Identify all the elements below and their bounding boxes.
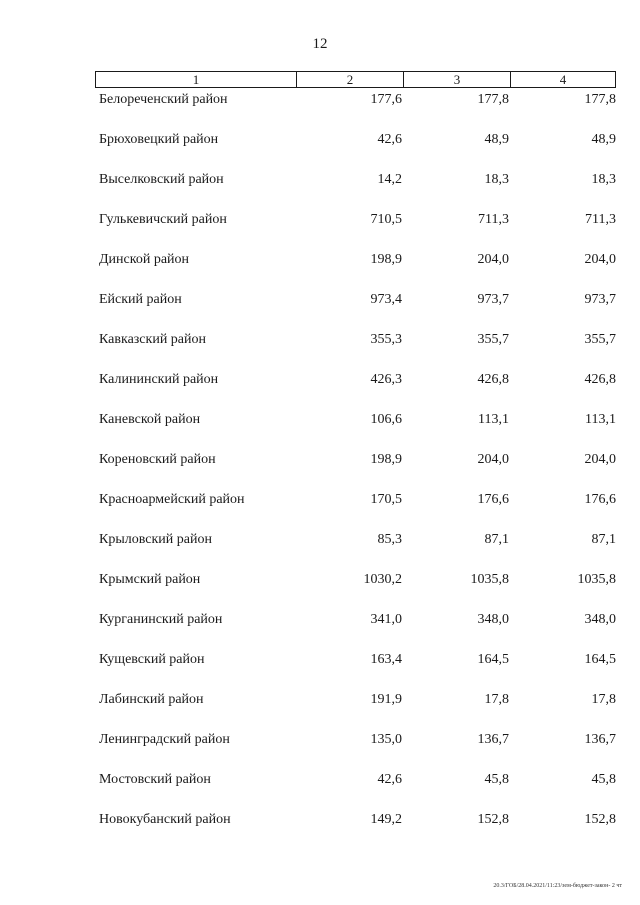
value-col-2: 177,6	[370, 92, 402, 107]
page-number: 12	[312, 36, 328, 52]
table-row	[0, 210, 640, 250]
district-name: Кущевский район	[99, 652, 205, 667]
table-row	[0, 370, 640, 410]
table-row	[0, 330, 640, 370]
value-col-3: 87,1	[484, 532, 509, 547]
value-col-4: 113,1	[585, 412, 616, 427]
district-name: Крыловский район	[99, 532, 212, 547]
table-row	[0, 90, 640, 130]
district-name: Ейский район	[99, 292, 182, 307]
value-col-2: 198,9	[370, 252, 402, 267]
district-name: Крымский район	[99, 572, 201, 587]
value-col-3: 48,9	[484, 132, 509, 147]
table-row	[0, 290, 640, 330]
value-col-4: 1035,8	[577, 572, 616, 587]
value-col-3: 1035,8	[470, 572, 509, 587]
value-col-3: 348,0	[477, 612, 509, 627]
district-name: Лабинский район	[99, 692, 204, 707]
table-row	[0, 170, 640, 210]
value-col-2: 149,2	[370, 812, 402, 827]
table-row	[0, 490, 640, 530]
value-col-3: 973,7	[477, 292, 509, 307]
value-col-4: 426,8	[584, 372, 616, 387]
header-col-3: 3	[404, 72, 511, 87]
value-col-4: 17,8	[591, 692, 616, 707]
table-row	[0, 130, 640, 170]
value-col-2: 710,5	[370, 212, 402, 227]
header-col-1: 1	[96, 72, 297, 87]
table-row	[0, 770, 640, 810]
value-col-3: 164,5	[477, 652, 509, 667]
value-col-4: 87,1	[591, 532, 616, 547]
value-col-4: 164,5	[584, 652, 616, 667]
district-name: Брюховецкий район	[99, 132, 219, 147]
district-name: Каневской район	[99, 412, 201, 427]
value-col-2: 106,6	[370, 412, 402, 427]
value-col-4: 48,9	[591, 132, 616, 147]
value-col-3: 177,8	[477, 92, 509, 107]
value-col-3: 136,7	[477, 732, 509, 747]
table-row	[0, 610, 640, 650]
value-col-4: 177,8	[584, 92, 616, 107]
district-name: Ленинградский район	[99, 732, 230, 747]
district-name: Белореченский район	[99, 92, 228, 107]
value-col-3: 355,7	[477, 332, 509, 347]
value-col-2: 14,2	[377, 172, 402, 187]
table-body	[0, 90, 640, 850]
value-col-4: 204,0	[584, 452, 616, 467]
district-name: Калининский район	[99, 372, 219, 387]
value-col-4: 711,3	[585, 212, 616, 227]
value-col-3: 113,1	[478, 412, 509, 427]
header-col-2: 2	[297, 72, 404, 87]
table-row	[0, 410, 640, 450]
value-col-2: 426,3	[370, 372, 402, 387]
value-col-2: 1030,2	[363, 572, 402, 587]
table-row	[0, 570, 640, 610]
value-col-3: 176,6	[477, 492, 509, 507]
district-name: Курганинский район	[99, 612, 223, 627]
value-col-2: 42,6	[377, 132, 402, 147]
value-col-3: 152,8	[477, 812, 509, 827]
district-name: Динской район	[99, 252, 190, 267]
value-col-2: 170,5	[370, 492, 402, 507]
value-col-3: 204,0	[477, 452, 509, 467]
value-col-2: 163,4	[370, 652, 402, 667]
value-col-2: 85,3	[377, 532, 402, 547]
value-col-4: 355,7	[584, 332, 616, 347]
value-col-3: 711,3	[478, 212, 509, 227]
table-row	[0, 530, 640, 570]
value-col-4: 152,8	[584, 812, 616, 827]
header-col-4: 4	[559, 72, 567, 87]
value-col-4: 204,0	[584, 252, 616, 267]
value-col-2: 42,6	[377, 772, 402, 787]
district-name: Кавказский район	[99, 332, 207, 347]
document-footer-stamp: 20.3/ГОБ/28.04.2021/11:23/зем-бюджет-закон- 2 чт	[493, 883, 622, 889]
district-name: Кореновский район	[99, 452, 216, 467]
value-col-3: 18,3	[484, 172, 509, 187]
district-name: Красноармейский район	[99, 492, 245, 507]
value-col-4: 136,7	[584, 732, 616, 747]
table-row	[0, 810, 640, 850]
table-row	[0, 250, 640, 290]
district-name: Гулькевичский район	[99, 212, 227, 227]
value-col-2: 191,9	[370, 692, 402, 707]
value-col-2: 341,0	[370, 612, 402, 627]
value-col-2: 355,3	[370, 332, 402, 347]
table-row	[0, 690, 640, 730]
value-col-4: 176,6	[584, 492, 616, 507]
value-col-2: 973,4	[370, 292, 402, 307]
value-col-3: 17,8	[484, 692, 509, 707]
value-col-4: 348,0	[584, 612, 616, 627]
value-col-2: 135,0	[370, 732, 402, 747]
value-col-3: 45,8	[484, 772, 509, 787]
table-row	[0, 730, 640, 770]
district-name: Мостовский район	[99, 772, 211, 787]
value-col-3: 204,0	[477, 252, 509, 267]
value-col-2: 198,9	[370, 452, 402, 467]
value-col-4: 18,3	[591, 172, 616, 187]
value-col-4: 973,7	[584, 292, 616, 307]
value-col-3: 426,8	[477, 372, 509, 387]
district-name: Выселковский район	[99, 172, 224, 187]
value-col-4: 45,8	[591, 772, 616, 787]
table-row	[0, 450, 640, 490]
table-header-row	[95, 71, 616, 88]
district-name: Новокубанский район	[99, 812, 231, 827]
table-row	[0, 650, 640, 690]
